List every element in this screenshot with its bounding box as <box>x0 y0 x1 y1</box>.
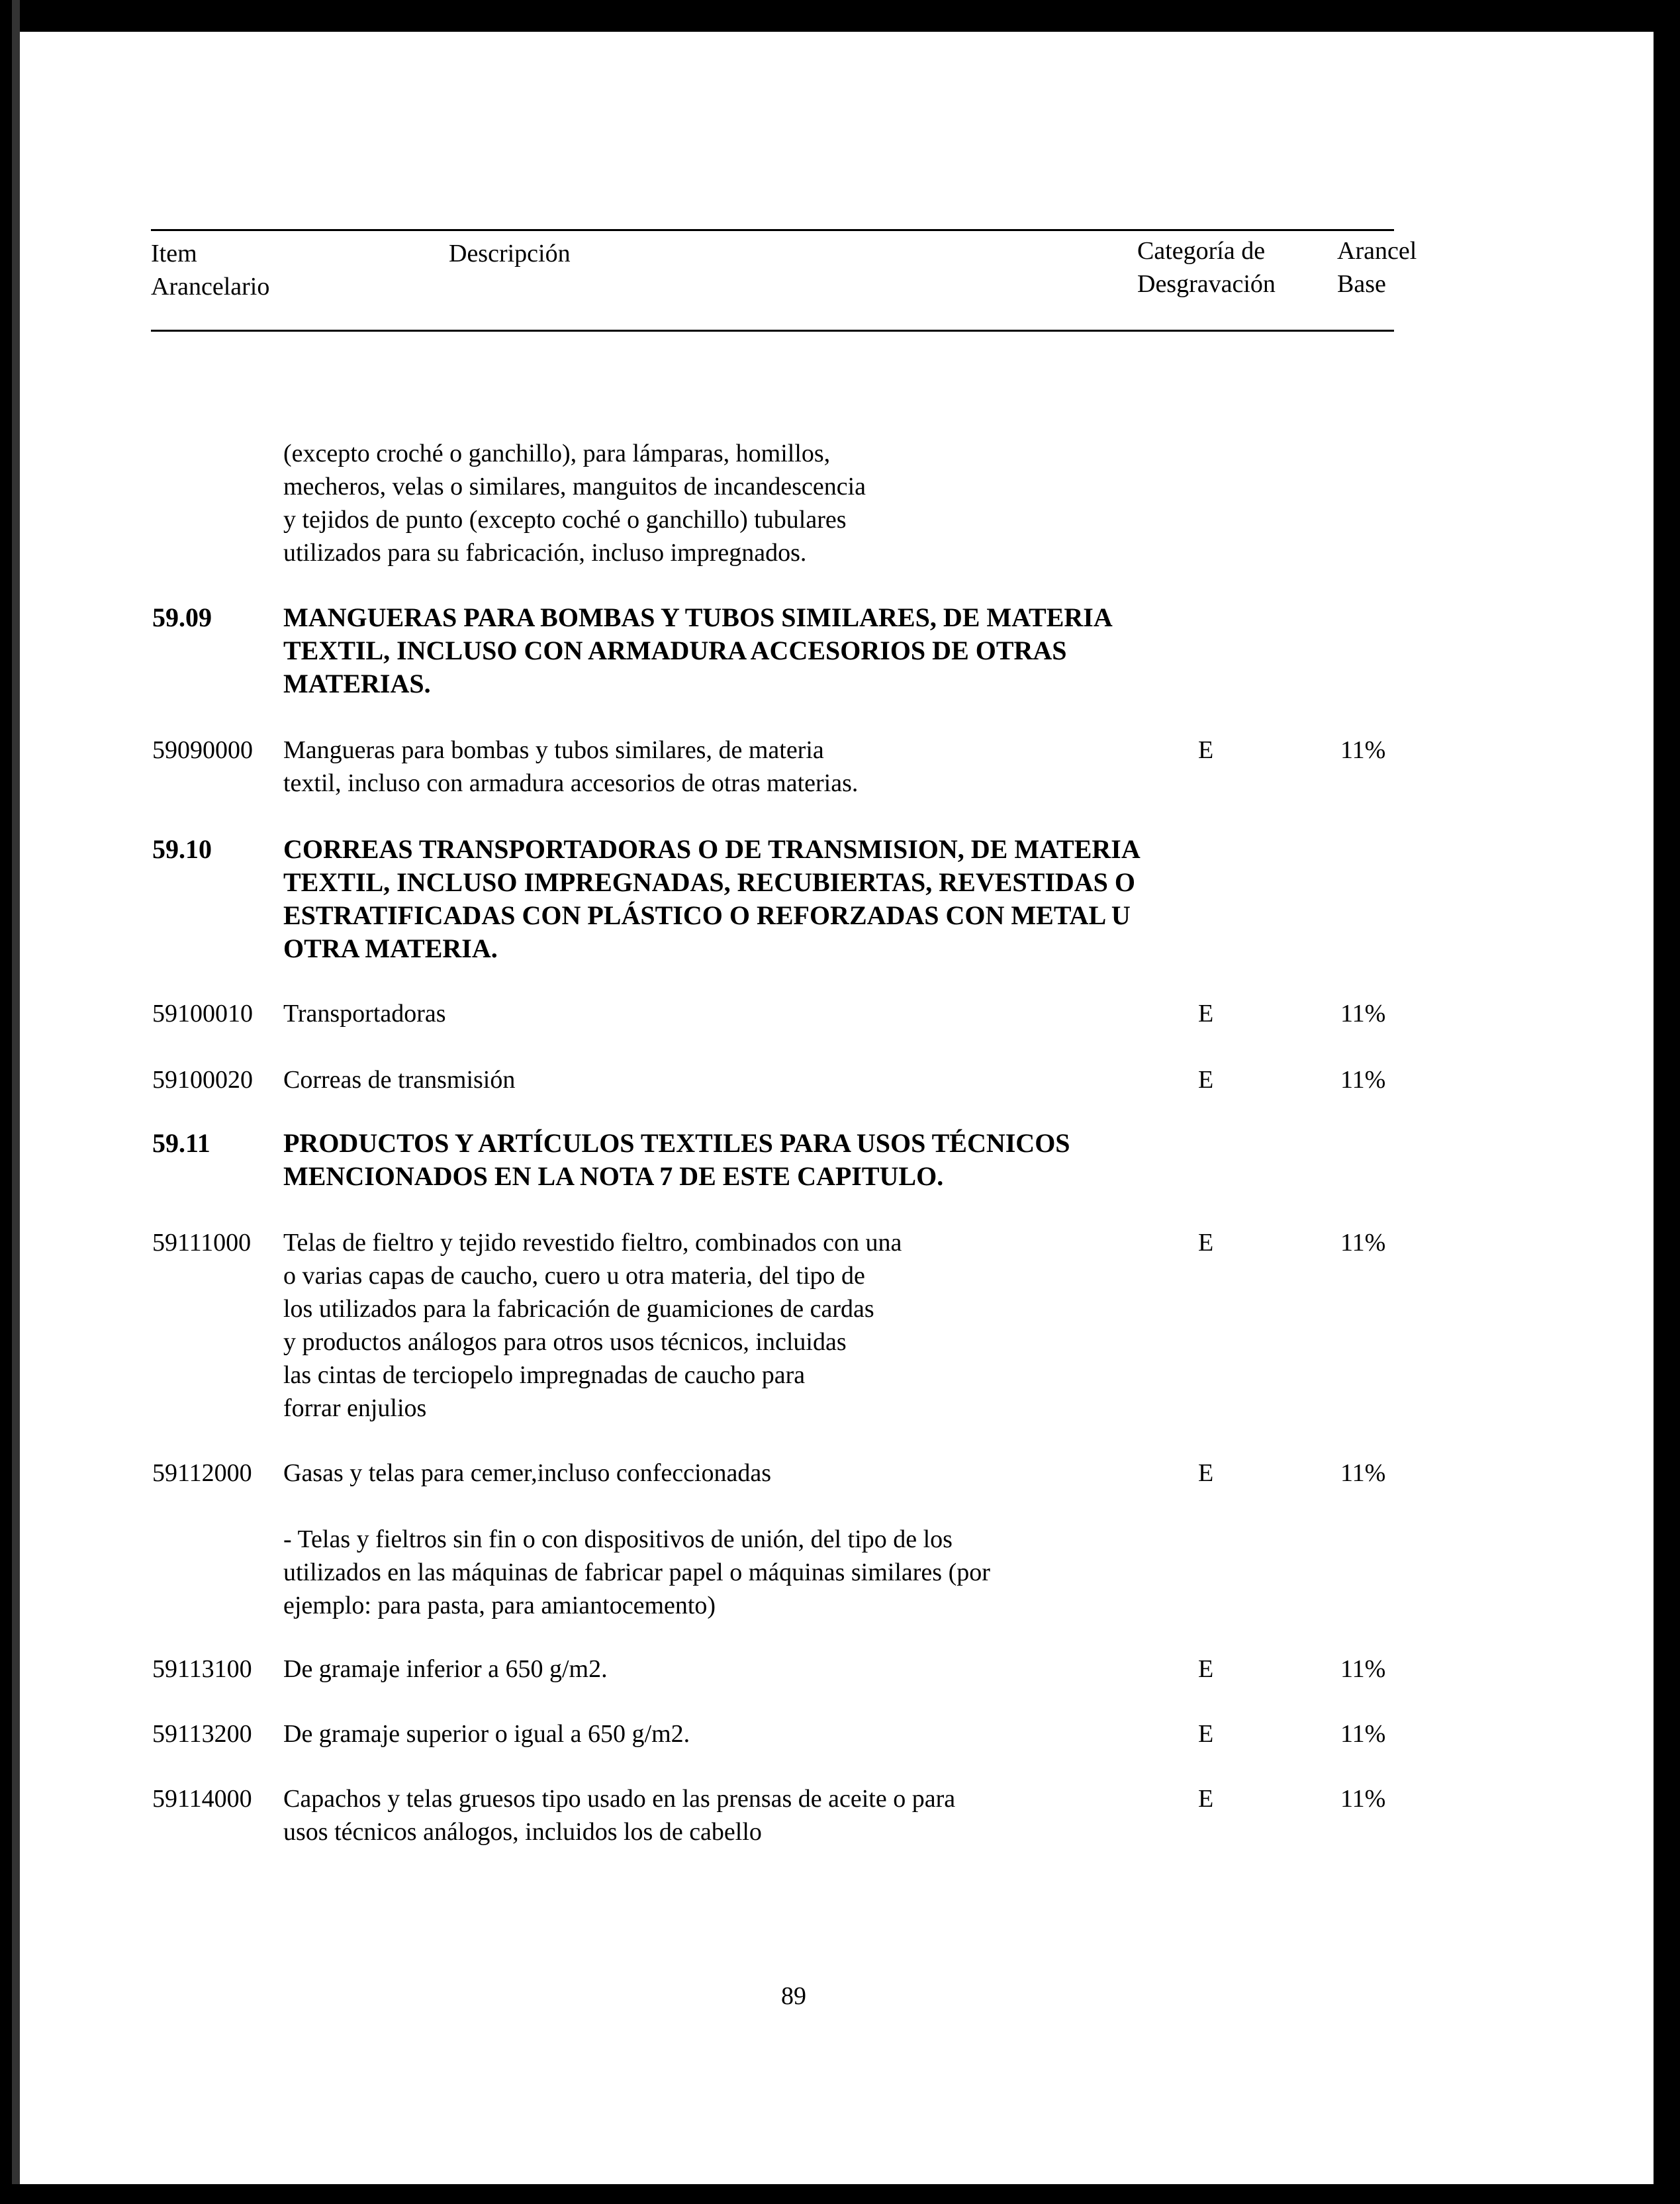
subnote-line: ejemplo: para pasta, para amiantocemento) <box>283 1592 716 1619</box>
heading-code: 59.10 <box>152 834 212 864</box>
item-description-line: Capachos y telas gruesos tipo usado en las prensas de aceite o para <box>283 1785 956 1813</box>
subnote-line: - Telas y fieltros sin fin o con dispositivos de unión, del tipo de los <box>283 1525 953 1553</box>
header-bottom-rule <box>151 330 1394 332</box>
header-top-rule <box>151 229 1394 231</box>
item-description-line: Gasas y telas para cemer,incluso confeccionadas <box>283 1459 772 1487</box>
item-category: E <box>1198 1066 1214 1094</box>
scan-border-left <box>0 0 20 2204</box>
heading-line: OTRA MATERIA. <box>283 934 498 963</box>
item-description-line: Mangueras para bombas y tubos similares, de materia <box>283 736 824 764</box>
item-description-line: las cintas de terciopelo impregnadas de caucho para <box>283 1361 806 1389</box>
header-category-label-2: Desgravación <box>1137 270 1276 298</box>
heading-line: TEXTIL, INCLUSO IMPREGNADAS, RECUBIERTAS, REVESTIDAS O <box>283 867 1136 897</box>
scan-border-bottom <box>0 2184 1680 2204</box>
item-base-rate: 11% <box>1340 1459 1386 1487</box>
item-category: E <box>1198 1720 1214 1748</box>
item-base-rate: 11% <box>1340 1655 1386 1683</box>
header-item-label-1: Item <box>151 240 197 267</box>
heading-line: TEXTIL, INCLUSO CON ARMADURA ACCESORIOS DE OTRAS <box>283 636 1067 665</box>
item-description-line: los utilizados para la fabricación de guamiciones de cardas <box>283 1295 874 1323</box>
scan-border-top <box>0 0 1680 32</box>
header-description-label: Descripción <box>449 240 571 267</box>
heading-line: PRODUCTOS Y ARTÍCULOS TEXTILES PARA USOS TÉCNICOS <box>283 1128 1070 1158</box>
item-base-rate: 11% <box>1340 1229 1386 1257</box>
item-description-line: forrar enjulios <box>283 1394 427 1422</box>
header-base-label-1: Arancel <box>1337 237 1417 265</box>
heading-line: MATERIAS. <box>283 669 431 698</box>
item-category: E <box>1198 1229 1214 1257</box>
continuation-line: (excepto croché o ganchillo), para lámparas, homillos, <box>283 440 831 467</box>
heading-code: 59.09 <box>152 602 212 632</box>
item-code: 59090000 <box>152 736 253 764</box>
item-description-line: Telas de fieltro y tejido revestido fieltro, combinados con una <box>283 1229 902 1257</box>
item-code: 59113200 <box>152 1720 252 1748</box>
item-code: 59113100 <box>152 1655 252 1683</box>
item-description-line: usos técnicos análogos, incluidos los de cabello <box>283 1818 762 1846</box>
item-description-line: De gramaje inferior a 650 g/m2. <box>283 1655 608 1683</box>
header-base-label-2: Base <box>1337 270 1386 298</box>
item-description-line: textil, incluso con armadura accesorios de otras materias. <box>283 769 859 797</box>
item-description-line: Correas de transmisión <box>283 1066 516 1094</box>
continuation-line: mecheros, velas o similares, manguitos de incandescencia <box>283 473 866 501</box>
item-base-rate: 11% <box>1340 1785 1386 1813</box>
header-category-label-1: Categoría de <box>1137 237 1266 265</box>
continuation-line: y tejidos de punto (excepto coché o ganchillo) tubulares <box>283 506 847 534</box>
heading-line: MENCIONADOS EN LA NOTA 7 DE ESTE CAPITULO. <box>283 1161 944 1191</box>
heading-line: ESTRATIFICADAS CON PLÁSTICO O REFORZADAS CON METAL U <box>283 900 1131 930</box>
item-code: 59100010 <box>152 1000 253 1028</box>
header-item-label-2: Arancelario <box>151 273 270 301</box>
item-category: E <box>1198 1655 1214 1683</box>
heading-code: 59.11 <box>152 1128 210 1158</box>
item-base-rate: 11% <box>1340 1066 1386 1094</box>
item-base-rate: 11% <box>1340 736 1386 764</box>
item-base-rate: 11% <box>1340 1000 1386 1028</box>
subnote-line: utilizados en las máquinas de fabricar papel o máquinas similares (por <box>283 1558 990 1586</box>
item-code: 59111000 <box>152 1229 252 1257</box>
item-code: 59112000 <box>152 1459 252 1487</box>
scan-border-right <box>1654 0 1680 2204</box>
page-number: 89 <box>781 1982 806 2010</box>
item-description-line: y productos análogos para otros usos técnicos, incluidas <box>283 1328 847 1356</box>
continuation-line: utilizados para su fabricación, incluso impregnados. <box>283 539 807 567</box>
item-category: E <box>1198 1785 1214 1813</box>
item-base-rate: 11% <box>1340 1720 1386 1748</box>
item-code: 59100020 <box>152 1066 253 1094</box>
item-description-line: o varias capas de caucho, cuero u otra materia, del tipo de <box>283 1262 865 1290</box>
item-category: E <box>1198 1000 1214 1028</box>
heading-line: MANGUERAS PARA BOMBAS Y TUBOS SIMILARES, DE MATERIA <box>283 602 1113 632</box>
item-code: 59114000 <box>152 1785 252 1813</box>
heading-line: CORREAS TRANSPORTADORAS O DE TRANSMISION, DE MATERIA <box>283 834 1141 864</box>
item-description-line: Transportadoras <box>283 1000 446 1028</box>
item-category: E <box>1198 736 1214 764</box>
item-category: E <box>1198 1459 1214 1487</box>
item-description-line: De gramaje superior o igual a 650 g/m2. <box>283 1720 690 1748</box>
